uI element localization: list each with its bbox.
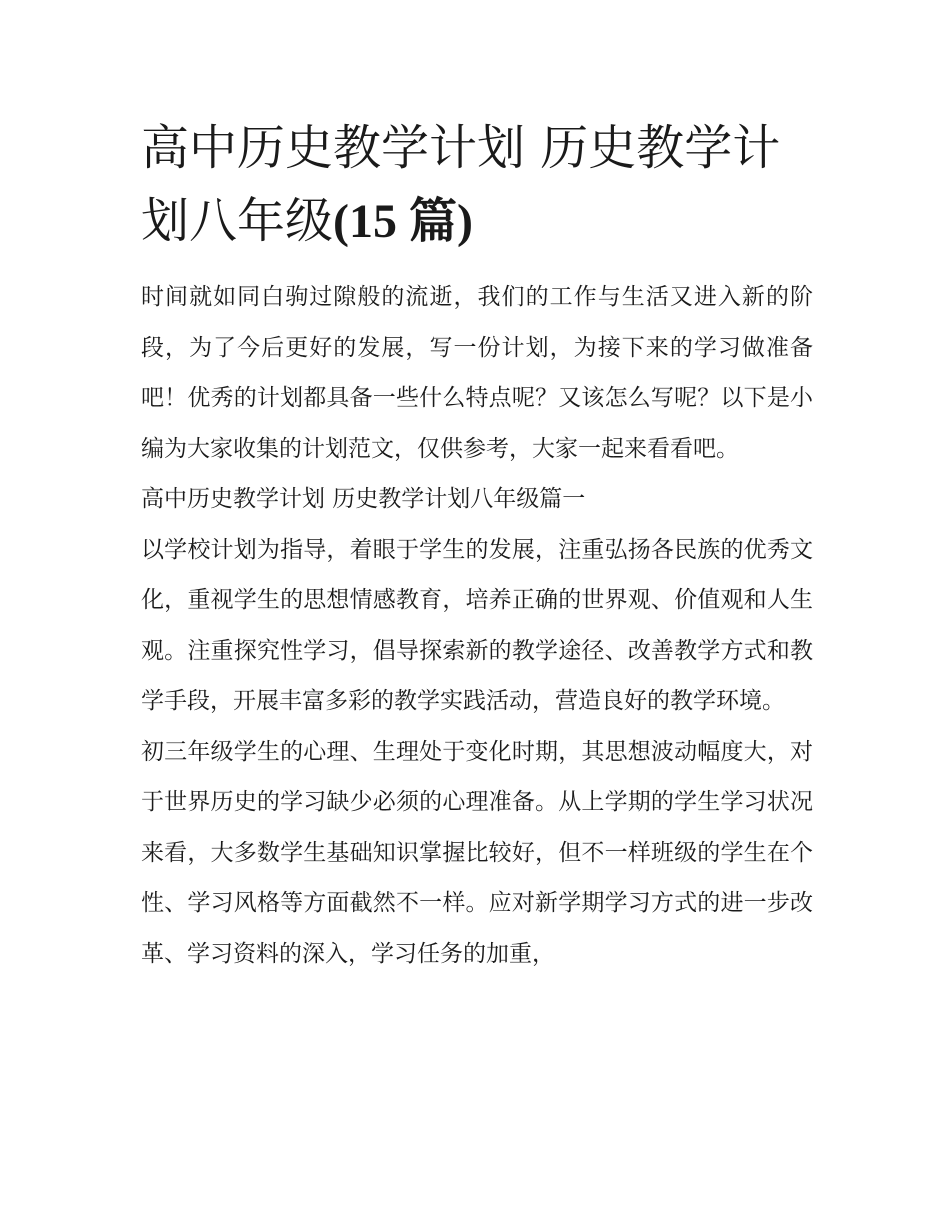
document-body (141, 112, 813, 979)
body-paragraph-1: 以学校计划为指导，着眼于学生的发展，注重弘扬各民族的优秀文化，重视学生的思想情感教育，培养正确的世界观、价值观和人生观。注重探究性学习，倡导探索新的教学途径、改善教学方式和教学手段，开展丰富多彩的教学实践活动，营造良好的教学环境。 (141, 536, 813, 714)
document-title (141, 112, 813, 258)
section-heading: 高中历史教学计划 历史教学计划八年级篇一 (141, 486, 586, 512)
intro-paragraph: 时间就如同白驹过隙般的流逝，我们的工作与生活又进入新的阶段，为了今后更好的发展，写一份计划，为接下来的学习做准备吧！优秀的计划都具备一些什么特点呢？又该怎么写呢？以下是小编为大家收集的计划范文，仅供参考，大家一起来看看吧。 (141, 284, 813, 462)
body-paragraph-2: 初三年级学生的心理、生理处于变化时期，其思想波动幅度大，对于世界历史的学习缺少必须的心理准备。从上学期的学生学习状况来看，大多数学生基础知识掌握比较好，但不一样班级的学生在个性、学习风格等方面截然不一样。应对新学期学习方式的进一步改革、学习资料的深入，学习任务的加重， (141, 738, 813, 967)
document-title-count: (15 篇) (333, 195, 473, 248)
document-title-text: 高中历史教学计划 历史教学计划八年级 (141, 120, 781, 249)
